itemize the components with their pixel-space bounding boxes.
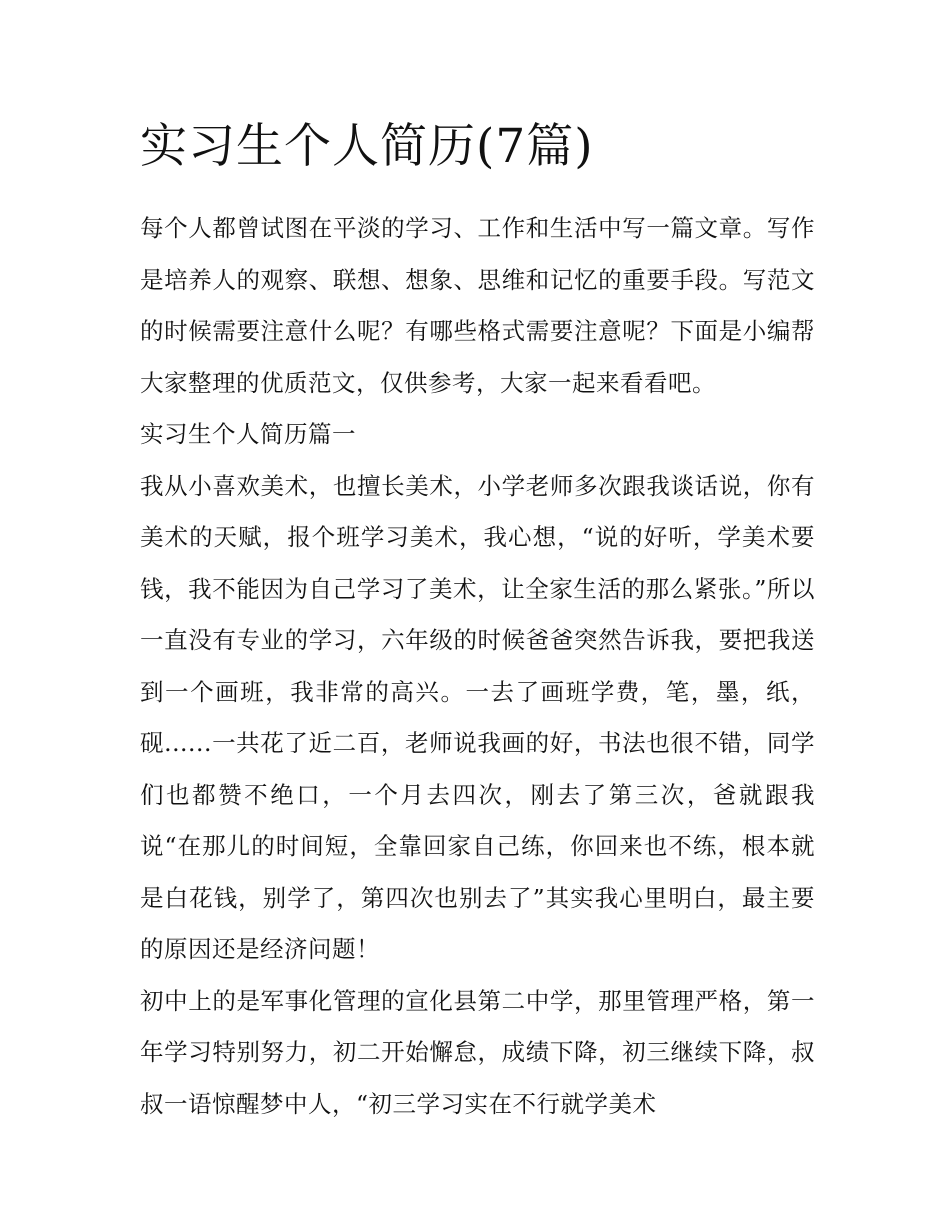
document-page [140,112,815,1130]
section-heading: 实习生个人简历篇一 [140,420,356,448]
body-paragraph-2: 初中上的是军事化管理的宣化县第二中学，那里管理严格，第一年学习特别努力，初二开始懈怠，成绩下降，初三继续下降，叔叔一语惊醒梦中人，“初三学习实在不行就学美术 [140,986,815,1118]
intro-paragraph: 每个人都曾试图在平淡的学习、工作和生活中写一篇文章。写作是培养人的观察、联想、想象、思维和记忆的重要手段。写范文的时候需要注意什么呢？有哪些格式需要注意呢？下面是小编帮大家整理的优质范文，仅供参考，大家一起来看看吧。 [140,214,815,397]
body-paragraph-1: 我从小喜欢美术，也擅长美术，小学老师多次跟我谈话说，你有美术的天赋，报个班学习美术，我心想，“说的好听，学美术要钱，我不能因为自己学习了美术，让全家生活的那么紧张。”所以一直没有专业的学习，六年级的时候爸爸突然告诉我，要把我送到一个画班，我非常的高兴。一去了画班学费，笔，墨，纸，砚......一共花了近二百，老师说我画的好，书法也很不错，同学们也都赞不绝口，一个月去四次，刚去了第三次，爸就跟我说“在那儿的时间短，全靠回家自己练，你回来也不练，根本就是白花钱，别学了，第四次也别去了”其实我心里明白，最主要的原因还是经济问题！ [140,471,815,963]
document-title: 实习生个人简历(7篇) [140,119,594,174]
